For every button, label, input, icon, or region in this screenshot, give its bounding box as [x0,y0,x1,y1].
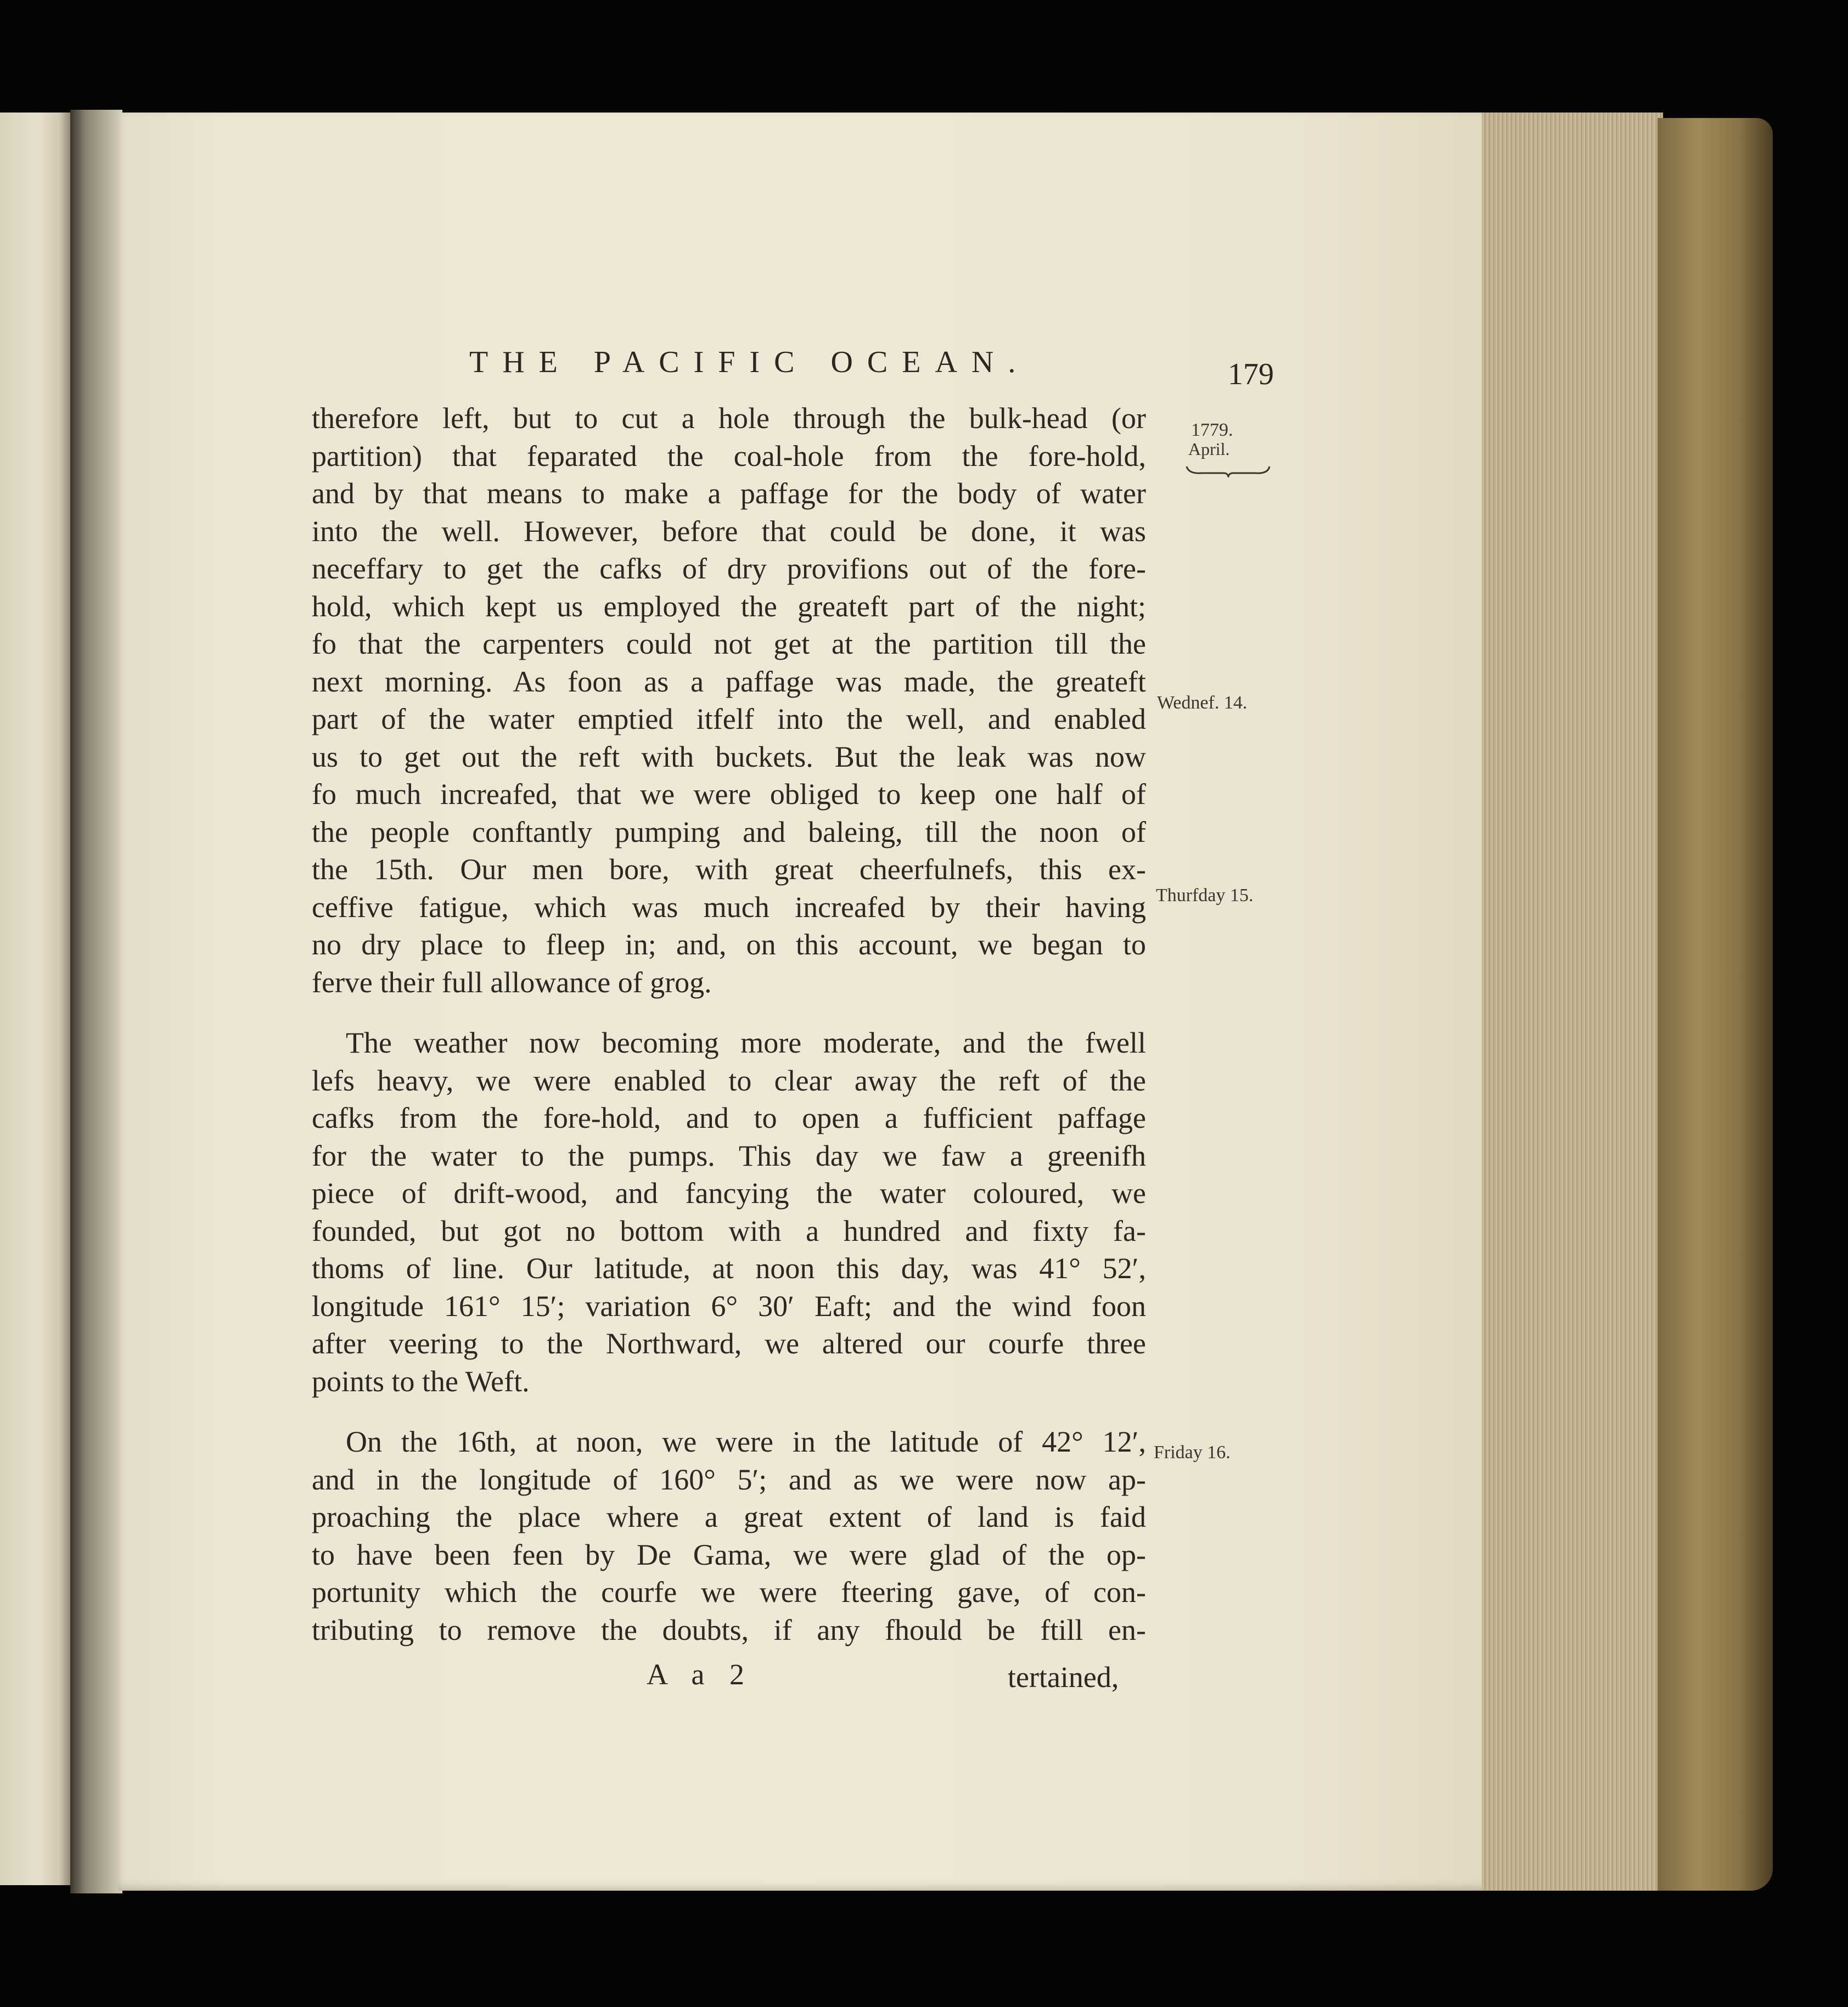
brace-icon [1186,464,1271,477]
paragraph-3 [312,1423,1146,1649]
margin-thursday: Thurfday 15. [1156,885,1254,906]
text-line: tributing to remove the doubts, if any fhould be ftill en- [312,1613,1146,1646]
book-gutter [70,110,122,1893]
text-line: points to the Weft. [312,1364,530,1398]
leather-cover [1658,118,1773,1891]
text-line: The weather now becoming more moderate, and the fwell [346,1026,1146,1059]
text-line: us to get out the reft with buckets. But the leak was now [312,740,1146,773]
margin-wednesday: Wednef. 14. [1157,693,1248,713]
paragraph-1 [312,400,1146,1001]
text-line: after veering to the Northward, we altered our courfe three [312,1327,1146,1360]
text-line: and in the longitude of 160° 5′; and as we were now ap- [312,1463,1146,1496]
text-line: fo that the carpenters could not get at the partition till the [312,627,1146,660]
text-line: portunity which the courfe we were fteering gave, of con- [312,1576,1146,1609]
text-line: On the 16th, at noon, we were in the latitude of 42° 12′, [346,1425,1146,1458]
margin-friday: Friday 16. [1154,1442,1231,1463]
text-line: to have been feen by De Gama, we were glad of the op- [312,1538,1146,1571]
text-line: no dry place to fleep in; and, on this account, we began to [312,928,1146,961]
text-line: thoms of line. Our latitude, at noon this day, was 41° 52′, [312,1252,1146,1285]
text-line: piece of drift-wood, and fancying the water coloured, we [312,1177,1146,1210]
margin-year: 1779. [1191,420,1233,440]
text-line: for the water to the pumps. This day we faw a greenifh [312,1139,1146,1172]
page-edges-stack [1482,113,1663,1891]
text-line: next morning. As foon as a paffage was made, the greateft [312,665,1146,698]
signature-mark: A a 2 [647,1658,753,1691]
text-line: fo much increafed, that we were obliged to keep one half of [312,778,1146,811]
body-text [312,400,1146,1649]
text-line: founded, but got no bottom with a hundred and fixty fa- [312,1214,1146,1247]
text-line: the 15th. Our men bore, with great cheerfulnefs, this ex- [312,853,1146,886]
text-line: proaching the place where a great extent of land is faid [312,1500,1146,1533]
text-line: cafks from the fore-hold, and to open a fufficient paffage [312,1101,1146,1134]
text-line: neceffary to get the cafks of dry provifions out of the fore- [312,552,1146,585]
text-line: therefore left, but to cut a hole through the bulk-head (or [312,402,1146,435]
margin-month: April. [1188,439,1230,459]
text-line: part of the water emptied itfelf into the well, and enabled [312,702,1146,735]
text-line: and by that means to make a paffage for the body of water [312,477,1146,510]
text-line: partition) that feparated the coal-hole from the fore-hold, [312,439,1146,473]
text-line: lefs heavy, we were enabled to clear away the reft of the [312,1064,1146,1097]
text-line: ferve their full allowance of grog. [312,965,712,999]
text-line: hold, which kept us employed the greateft part of the night; [312,589,1146,623]
catchword: tertained, [1008,1661,1119,1694]
page-number: 179 [1228,357,1274,391]
text-line: into the well. However, before that could be done, it was [312,514,1146,548]
running-head: THE PACIFIC OCEAN. [469,345,1030,379]
text-line: ceffive fatigue, which was much increafed by their having [312,890,1146,924]
paragraph-2 [312,1024,1146,1400]
text-line: the people conftantly pumping and baleing, till the noon of [312,815,1146,848]
text-line: longitude 161° 15′; variation 6° 30′ Eaft; and the wind foon [312,1289,1146,1323]
facing-page-edge [0,113,70,1885]
